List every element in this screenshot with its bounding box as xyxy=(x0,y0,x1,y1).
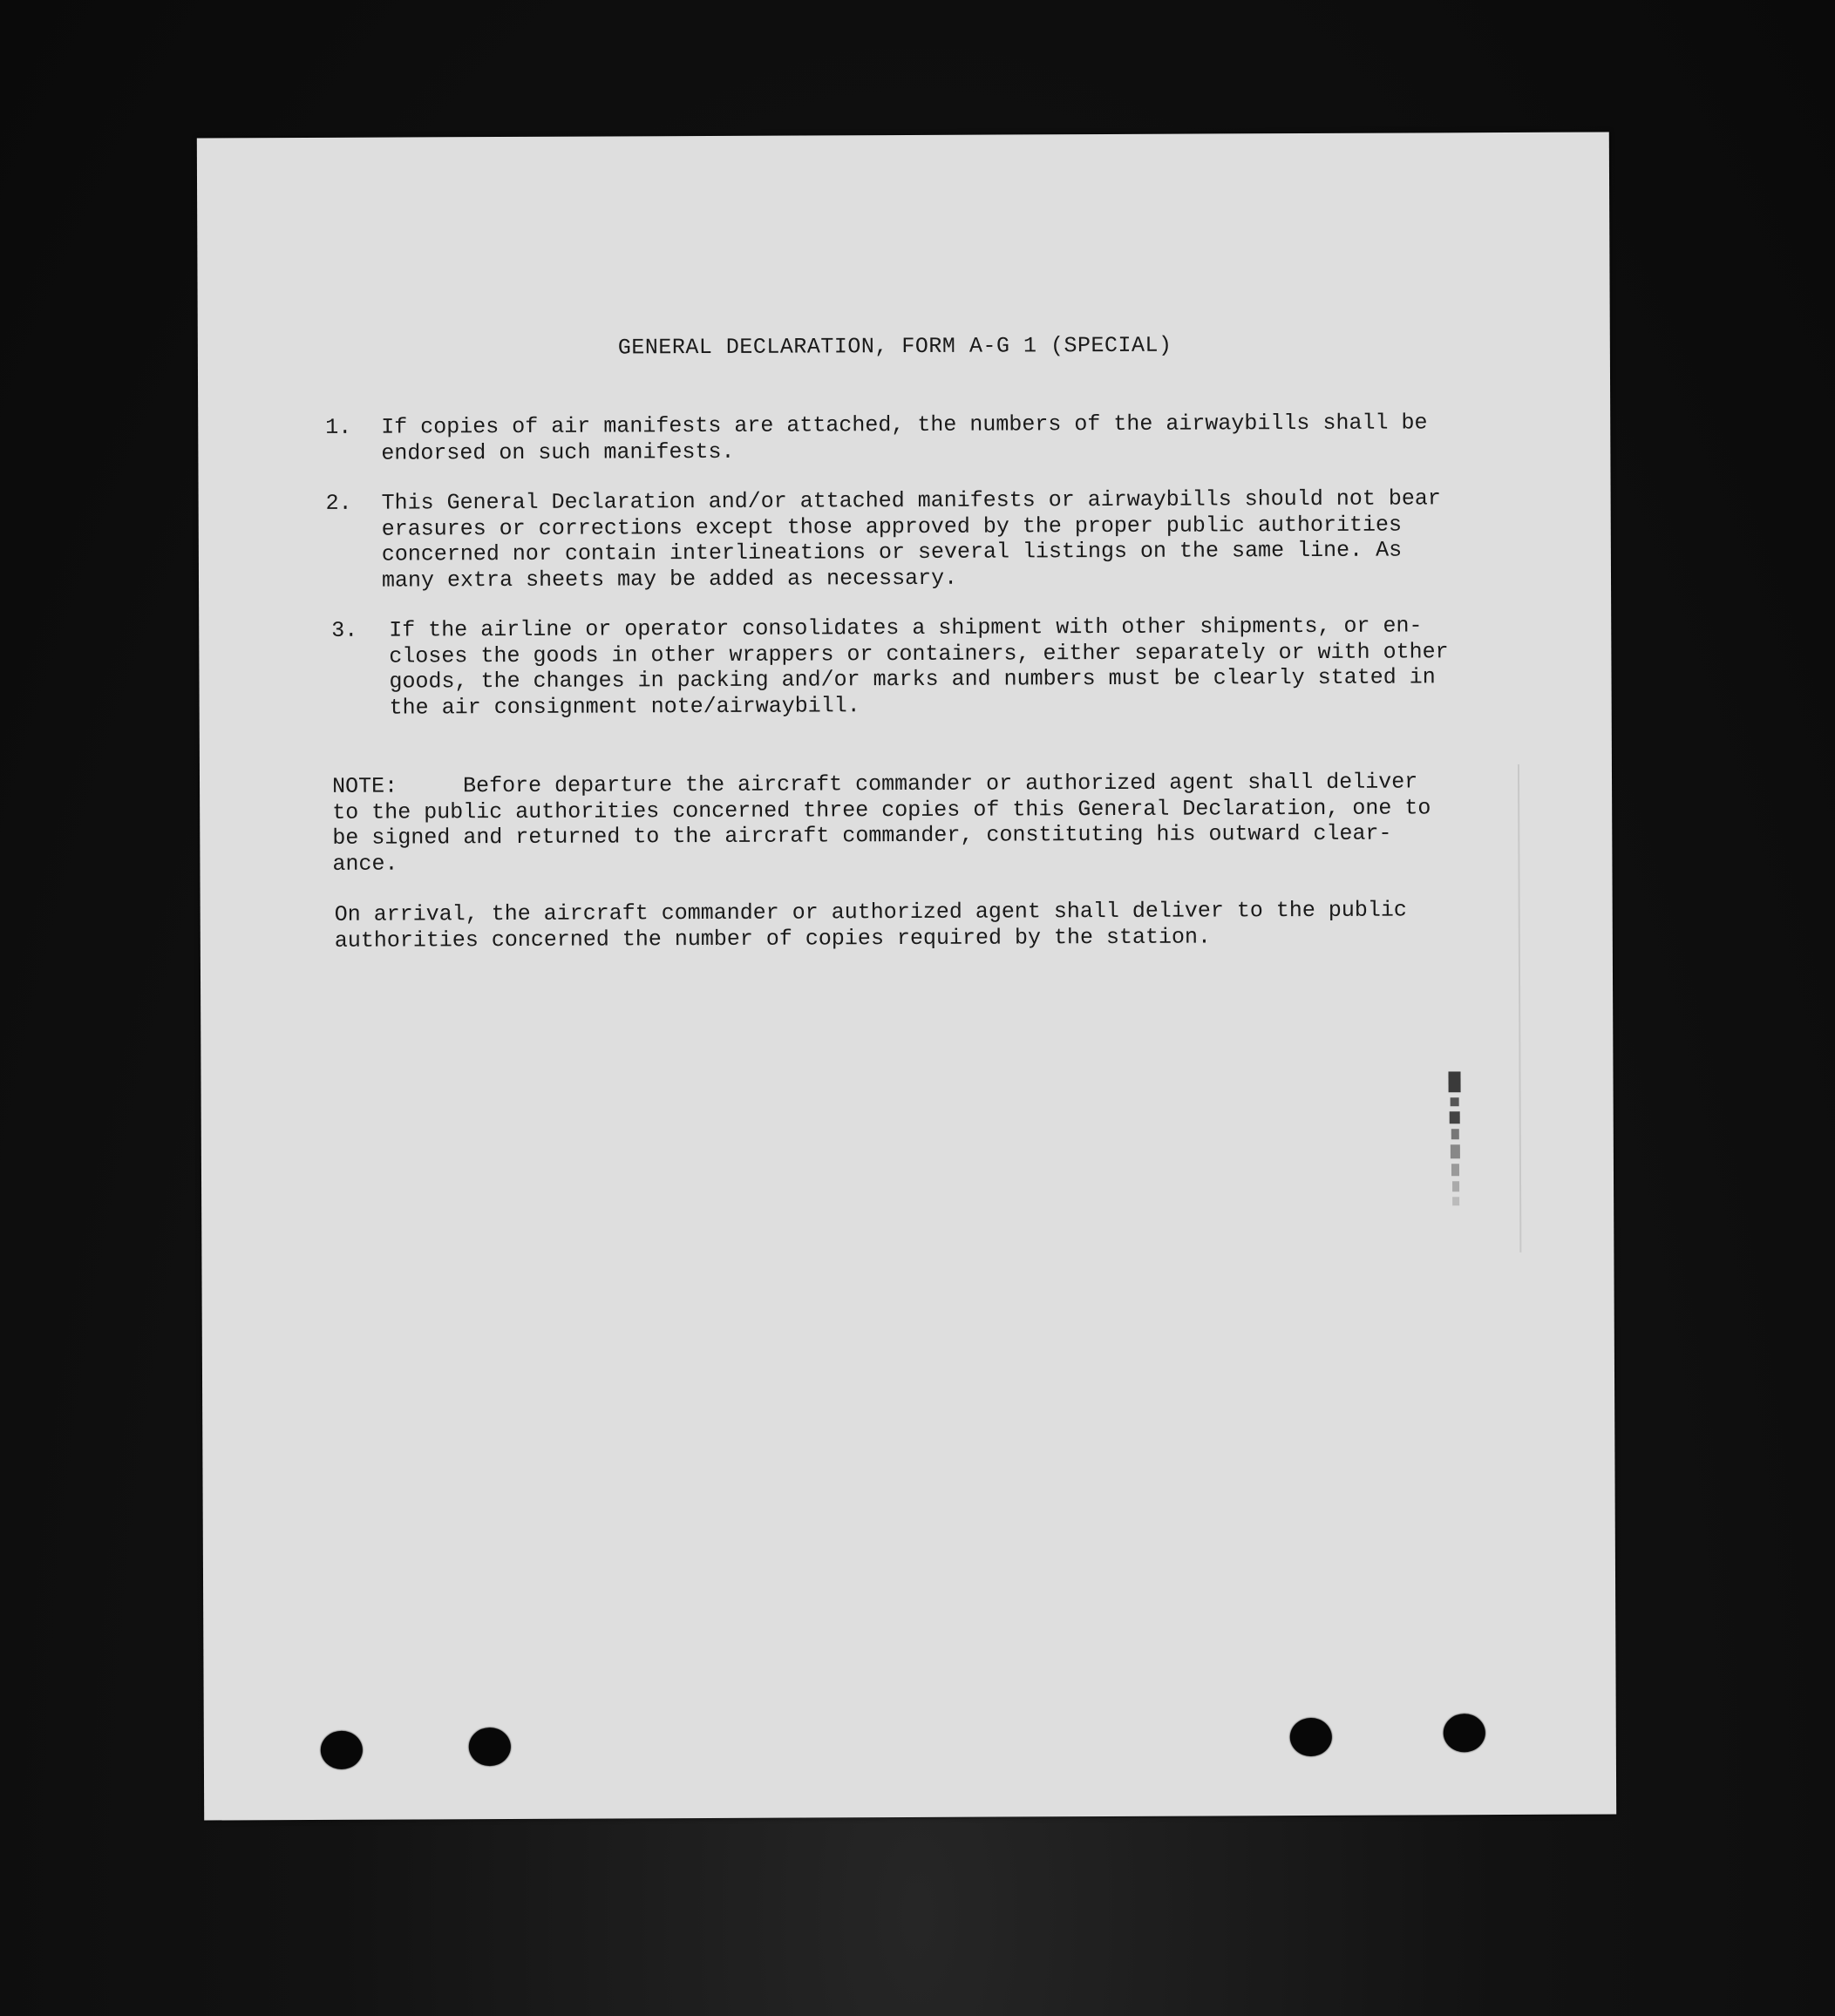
punch-hole xyxy=(1444,1714,1485,1752)
item-line: endorsed on such manifests. xyxy=(381,438,735,466)
item-line: If copies of air manifests are attached, the numbers of the airwaybills shall be xyxy=(381,410,1428,440)
arrival-line: On arrival, the aircraft commander or authorized agent shall deliver to the public xyxy=(334,897,1407,927)
item-line: If the airline or operator consolidates a shipment with other shipments, or en- xyxy=(389,613,1423,643)
instruction-item-2 xyxy=(325,485,1459,594)
instruction-item-3 xyxy=(326,613,1459,721)
document-title: GENERAL DECLARATION, FORM A-G 1 (SPECIAL) xyxy=(617,332,1172,361)
vertical-stamp-mark xyxy=(1445,1071,1465,1211)
item-text xyxy=(381,410,1484,466)
punch-hole xyxy=(321,1731,363,1769)
arrival-line: authorities concerned the number of copies required by the station. xyxy=(334,923,1212,954)
document-page xyxy=(197,132,1616,1820)
item-text xyxy=(389,613,1492,721)
item-line: closes the goods in other wrappers or containers, either separately or with other xyxy=(389,638,1449,669)
arrival-note xyxy=(335,897,1512,954)
item-line: concerned nor contain interlineations or several listings on the same line. As xyxy=(381,537,1403,567)
faint-edge-mark xyxy=(1518,764,1521,1252)
note-line: ance. xyxy=(332,851,398,877)
item-number: 3. xyxy=(331,617,358,643)
note-line: be signed and returned to the aircraft commander, constituting his outward clear- xyxy=(332,820,1392,851)
item-line: many extra sheets may be added as necessary. xyxy=(381,565,958,594)
note-line: NOTE: Before departure the aircraft commander or authorized agent shall deliver xyxy=(331,769,1418,799)
item-line: This General Declaration and/or attached manifests or airwaybills should not bear xyxy=(381,485,1441,516)
document-body xyxy=(197,132,1616,1820)
item-line: erasures or corrections except those approved by the proper public authorities xyxy=(381,512,1403,542)
item-line: the air consignment note/airwaybill. xyxy=(389,692,860,721)
punch-hole xyxy=(1290,1718,1332,1756)
note-line: to the public authorities concerned three copies of this General Declaration, one to xyxy=(332,794,1431,825)
punch-hole xyxy=(469,1728,511,1766)
departure-note xyxy=(332,769,1510,877)
instruction-item-1 xyxy=(325,410,1458,466)
item-text xyxy=(382,485,1485,594)
item-line: goods, the changes in packing and/or marks and numbers must be clearly stated in xyxy=(389,664,1436,695)
item-number: 2. xyxy=(325,490,352,516)
item-number: 1. xyxy=(325,414,352,440)
